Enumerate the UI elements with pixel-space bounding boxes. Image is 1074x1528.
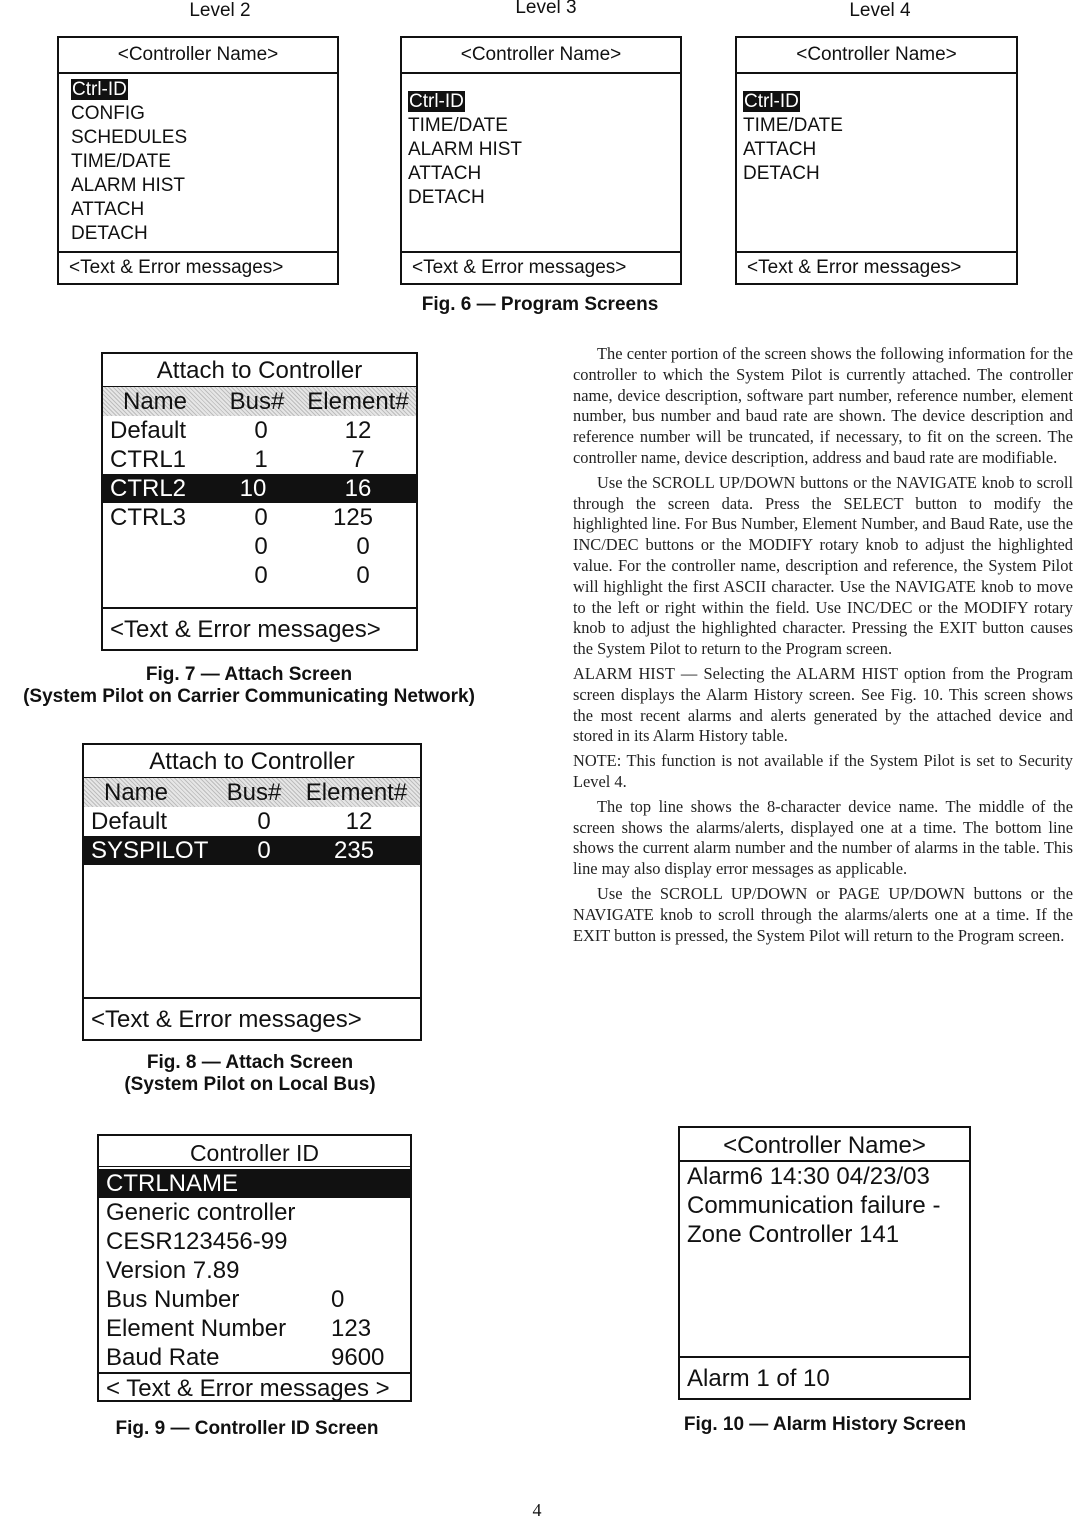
level2-screen (57, 36, 339, 285)
menu-item-config[interactable]: CONFIG (71, 103, 145, 124)
table-row[interactable]: CTRL3 0 125 (110, 504, 374, 531)
body-text (573, 344, 1073, 950)
menu-item-detach[interactable]: DETACH (71, 223, 148, 244)
table-header (84, 778, 420, 807)
table-header (103, 387, 416, 416)
alarm-line-1: Alarm6 14:30 04/23/03 (687, 1163, 930, 1190)
level3-screen (400, 36, 682, 285)
message-line: <Text & Error messages> (737, 251, 1016, 283)
screen-title: Controller ID (99, 1136, 410, 1167)
table-row-selected[interactable]: CTRL2 10 16 (103, 474, 416, 503)
screen-title: <Controller Name> (402, 38, 680, 74)
header-bus: Bus# (226, 779, 282, 806)
header-name: Name (123, 388, 188, 415)
message-line: <Text & Error messages> (59, 251, 337, 283)
fig8-caption: Fig. 8 — Attach Screen (System Pilot on Local Bus) (124, 1052, 376, 1095)
header-element: Element# (305, 779, 408, 806)
baud-rate-line[interactable]: Baud Rate 9600 (99, 1343, 410, 1374)
paragraph: Use the SCROLL UP/DOWN buttons or the NAVIGATE knob to scroll through the screen data. Press the SELECT button to modify the highlighted line. For Bus Number, Element Number, and Baud Rate, use the INC/DEC buttons or the MODIFY rotary knob to adjust the highlighted value. For the controller name, description and reference, the System Pilot will highlight the first ASCII character. Use the NAVIGATE knob to move to the left or right within the field. Use INC/DEC or the MODIFY rotary knob to adjust the highlighted character. Pressing the EXIT button causes the System Pilot to return to the Program screen. (573, 472, 1073, 659)
alarm-history-screen (678, 1126, 971, 1400)
level4-label: Level 4 (849, 0, 911, 21)
controller-name-line[interactable]: CTRLNAME (99, 1169, 410, 1198)
screen-title: Attach to Controller (84, 745, 420, 778)
level2-label: Level 2 (189, 0, 251, 21)
table-row[interactable]: Default 0 12 (110, 417, 372, 444)
table-row[interactable]: Default 0 12 (91, 808, 373, 835)
menu-item-time-date[interactable]: TIME/DATE (408, 115, 508, 136)
description-line[interactable]: Generic controller (106, 1199, 296, 1226)
element-number-line[interactable]: Element Number 123 (106, 1315, 372, 1342)
paragraph: NOTE: This function is not available if the System Pilot is set to Security Level 4. (573, 751, 1073, 791)
paragraph: The center portion of the screen shows the following information for the controller to which the System Pilot is currently attached. The controller name, device description, software part number, reference number, element number, bus number and baud rate are shown. The device description and reference number will be truncated, if necessary, to fit on the screen. The controller name, device description, address and baud rate are modifiable. (573, 344, 1073, 467)
controller-id-screen (97, 1134, 412, 1402)
screen-title: <Controller Name> (680, 1128, 969, 1162)
menu-item-alarm-hist[interactable]: ALARM HIST (71, 175, 186, 196)
message-line: <Text & Error messages> (103, 607, 416, 649)
alarm-line-2: Communication failure - (687, 1192, 941, 1219)
level4-screen (735, 36, 1018, 285)
bus-number-line[interactable]: Bus Number 0 (106, 1286, 345, 1313)
header-element: Element# (307, 388, 409, 415)
table-row-selected[interactable]: SYSPILOT 0 235 (84, 836, 420, 865)
paragraph: The top line shows the 8-character device name. The middle of the screen shows the alarms/alerts, displayed one at a time. The bottom line shows the current alarm number and the number of alarms in the table. This line may also display error messages as applicable. (573, 796, 1073, 879)
menu-item-schedules[interactable]: SCHEDULES (71, 127, 188, 148)
paragraph: Use the SCROLL UP/DOWN or PAGE UP/DOWN buttons or the NAVIGATE knob to scroll through the alarms/alerts one at a time. If the EXIT button is pressed, the System Pilot will return to the Program screen. (573, 883, 1073, 945)
attach-screen-ccn (101, 352, 418, 651)
menu-item-alarm-hist[interactable]: ALARM HIST (408, 139, 523, 160)
message-line: <Text & Error messages> (84, 997, 420, 1039)
table-row[interactable]: 0 0 (254, 533, 370, 560)
menu-item-time-date[interactable]: TIME/DATE (743, 115, 843, 136)
screen-title: Attach to Controller (103, 354, 416, 387)
table-row[interactable]: CTRL1 1 7 (110, 446, 365, 473)
screen-title: <Controller Name> (737, 38, 1016, 74)
menu-item-attach[interactable]: ATTACH (71, 199, 145, 220)
menu-item-time-date[interactable]: TIME/DATE (71, 151, 171, 172)
page-number: 4 (532, 1500, 542, 1520)
fig9-caption: Fig. 9 — Controller ID Screen (115, 1418, 379, 1439)
menu-item-attach[interactable]: ATTACH (408, 163, 482, 184)
menu-item-ctrl-id[interactable]: Ctrl-ID (409, 91, 464, 112)
version-line: Version 7.89 (106, 1257, 240, 1284)
header-name: Name (104, 779, 169, 806)
alarm-line-3: Zone Controller 141 (687, 1221, 900, 1248)
part-number-line: CESR123456-99 (106, 1228, 288, 1255)
table-row[interactable]: 0 0 (254, 562, 370, 589)
fig10-caption: Fig. 10 — Alarm History Screen (683, 1414, 967, 1435)
message-line: < Text & Error messages > (106, 1375, 390, 1402)
menu-item-detach[interactable]: DETACH (408, 187, 485, 208)
menu-item-ctrl-id[interactable]: Ctrl-ID (744, 91, 799, 112)
fig7-caption: Fig. 7 — Attach Screen (System Pilot on Carrier Communicating Network) (23, 664, 475, 707)
menu-item-ctrl-id[interactable]: Ctrl-ID (72, 79, 127, 100)
fig6-caption: Fig. 6 — Program Screens (421, 294, 659, 315)
alarm-counter: Alarm 1 of 10 (680, 1356, 969, 1398)
attach-screen-local (82, 743, 422, 1041)
paragraph: ALARM HIST — Selecting the ALARM HIST option from the Program screen displays the Alarm History screen. See Fig. 10. This screen shows the most recent alarms and alerts generated by the attached device and stored in its Alarm History table. (573, 663, 1073, 746)
menu-item-detach[interactable]: DETACH (743, 163, 820, 184)
header-bus: Bus# (229, 388, 285, 415)
message-line: <Text & Error messages> (402, 251, 680, 283)
screen-title: <Controller Name> (59, 38, 337, 74)
level3-label: Level 3 (515, 0, 577, 18)
menu-item-attach[interactable]: ATTACH (743, 139, 817, 160)
